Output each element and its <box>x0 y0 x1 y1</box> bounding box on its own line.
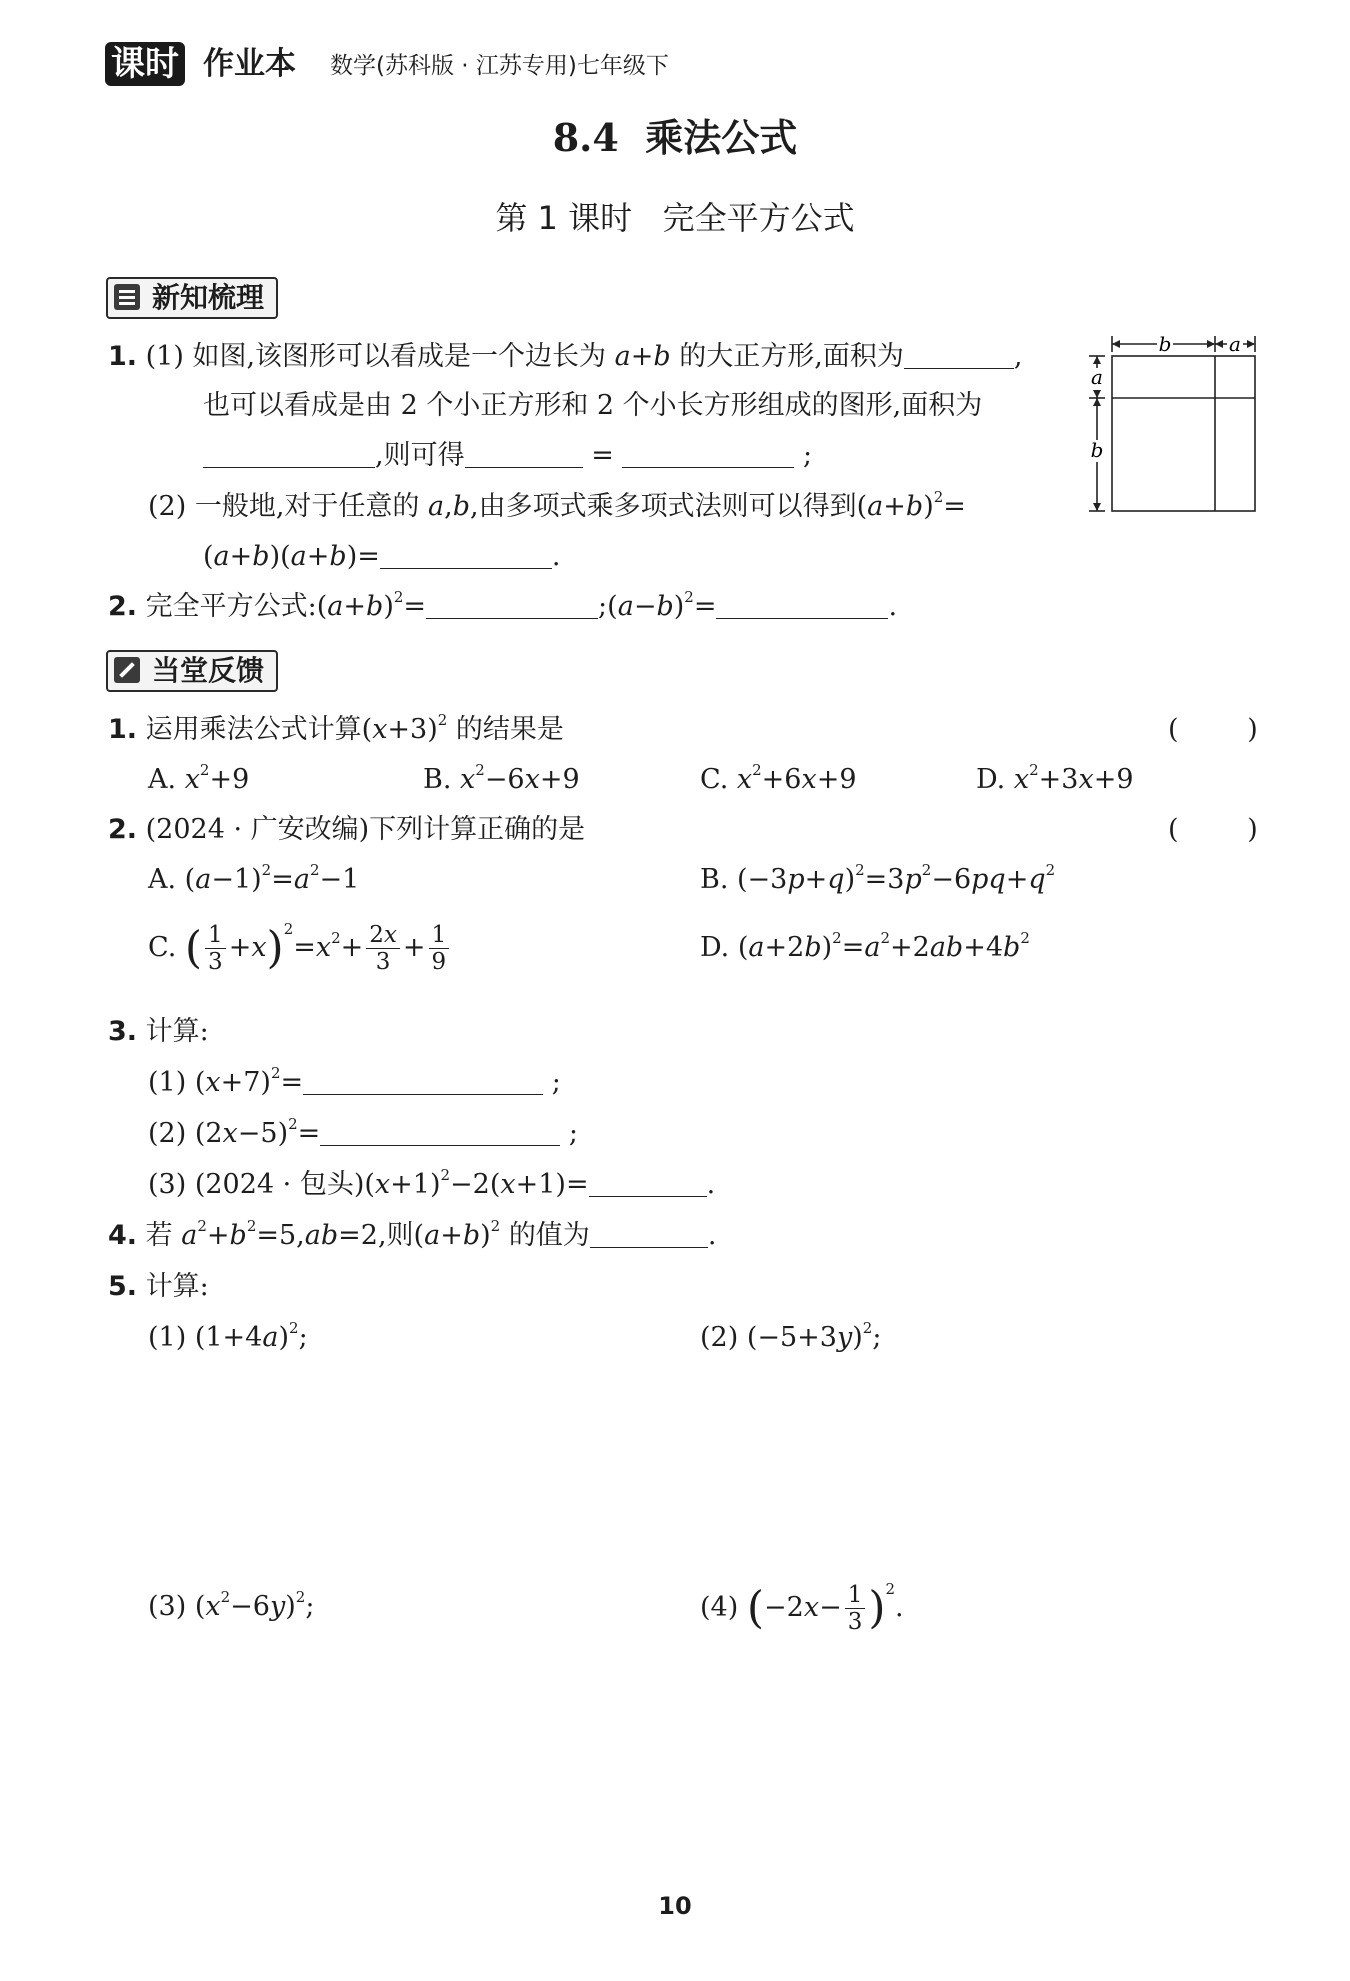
p2-q1-optB[interactable]: B. $x^2-6x+9$ <box>423 761 580 795</box>
section-title: 8.4 乘法公式 <box>552 115 798 160</box>
blank[interactable] <box>380 542 552 569</box>
blank[interactable] <box>426 592 598 619</box>
p1-q1-line2: 也可以看成是由 2 个小正方形和 2 个小长方形组成的图形,面积为 <box>203 390 983 421</box>
p2-q3-1: (1) $(x+7)^2=$ ; <box>148 1064 561 1098</box>
fig-label-b-side: b <box>1090 438 1104 462</box>
p2-q3-3: (3) (2024 · 包头)$(x+1)^2-2(x+1)=$ . <box>148 1166 716 1200</box>
fig-label-a-top: a <box>1229 332 1241 356</box>
page-number: 10 <box>658 1892 692 1920</box>
header <box>105 40 1265 90</box>
p2-q5: 5. 计算: <box>108 1271 209 1302</box>
p2-q3: 3. 计算: <box>108 1016 209 1047</box>
blank[interactable] <box>320 1119 560 1146</box>
blank[interactable] <box>904 342 1014 369</box>
p1-q1-line3: ,则可得 = ; <box>203 439 812 473</box>
p2-q2: 2. (2024 · 广安改编)下列计算正确的是 <box>108 814 586 845</box>
fig-label-a-side: a <box>1091 365 1103 389</box>
blank[interactable] <box>203 441 375 468</box>
subject-line: 数学(苏科版 · 江苏专用)七年级下 <box>330 53 669 79</box>
p2-q1-optA[interactable]: A. $x^2+9$ <box>148 761 250 795</box>
logo: 课时 <box>105 42 185 86</box>
square-figure <box>1085 332 1260 514</box>
p2-q1: 1. 运用乘法公式计算$(x+3)^2$ 的结果是 <box>108 711 564 745</box>
pencil-icon <box>114 657 140 683</box>
lesson-title: 第 1 课时 完全平方公式 <box>495 199 855 237</box>
blank[interactable] <box>716 592 888 619</box>
blank[interactable] <box>465 441 583 468</box>
blank[interactable] <box>589 1170 707 1197</box>
blank[interactable] <box>622 441 794 468</box>
p1-q1-line5: (a+b)(a+b)= . <box>203 541 561 572</box>
book-icon <box>114 284 140 310</box>
brand: 作业本 <box>203 46 296 82</box>
p2-q2-optB[interactable]: B. $(-3p+q)^2=3p^2-6pq+q^2$ <box>700 861 1056 895</box>
answer-paren[interactable]: ( ) <box>1168 814 1258 845</box>
p1-q1-line1: 1. (1) 如图,该图形可以看成是一个边长为 a+b 的大正方形,面积为 , <box>108 341 1023 372</box>
p1-q2: 2. 完全平方公式$:(a+b)^2=$ $;(a-b)^2=$ . <box>108 588 898 622</box>
blank[interactable] <box>303 1068 543 1095</box>
p1-q1-line4: (2) 一般地,对于任意的 a,b,由多项式乘多项式法则可以得到$(a+b)^2=$ <box>148 488 966 522</box>
answer-paren[interactable]: ( ) <box>1168 714 1258 745</box>
p2-q2-optA[interactable]: A. $(a-1)^2=a^2-1$ <box>148 861 360 895</box>
p2-q2-optD[interactable]: D. $(a+2b)^2=a^2+2ab+4b^2$ <box>700 929 1030 963</box>
p2-q5-2: (2) $(-5+3y)^2$; <box>700 1319 882 1353</box>
p2-q3-2: (2) $(2x-5)^2=$ ; <box>148 1115 578 1149</box>
section-label-feedback: 当堂反馈 <box>106 650 278 692</box>
p2-q5-1: (1) $(1+4a)^2$; <box>148 1319 308 1353</box>
p2-q4: 4. 若 $a^2+b^2=5,ab=2$,则$(a+b)^2$ 的值为 . <box>108 1217 717 1251</box>
p2-q1-optD[interactable]: D. $x^2+3x+9$ <box>976 761 1134 795</box>
fig-label-b-top: b <box>1158 332 1172 356</box>
p2-q5-4: (4) (−2x− $\frac{1}{3}$ )$^2$. <box>700 1580 904 1635</box>
section-label-new-knowledge: 新知梳理 <box>106 277 278 319</box>
p2-q1-optC[interactable]: C. $x^2+6x+9$ <box>700 761 857 795</box>
p2-q2-optC[interactable]: C. ( $\frac{1}{3}$ $+x)^2=x^2+$ $\frac{2x}{3}$ + $\frac{1}{9}$ <box>148 918 452 978</box>
blank[interactable] <box>590 1221 708 1248</box>
p2-q5-3: (3) $(x^2-6y)^2$; <box>148 1588 315 1622</box>
